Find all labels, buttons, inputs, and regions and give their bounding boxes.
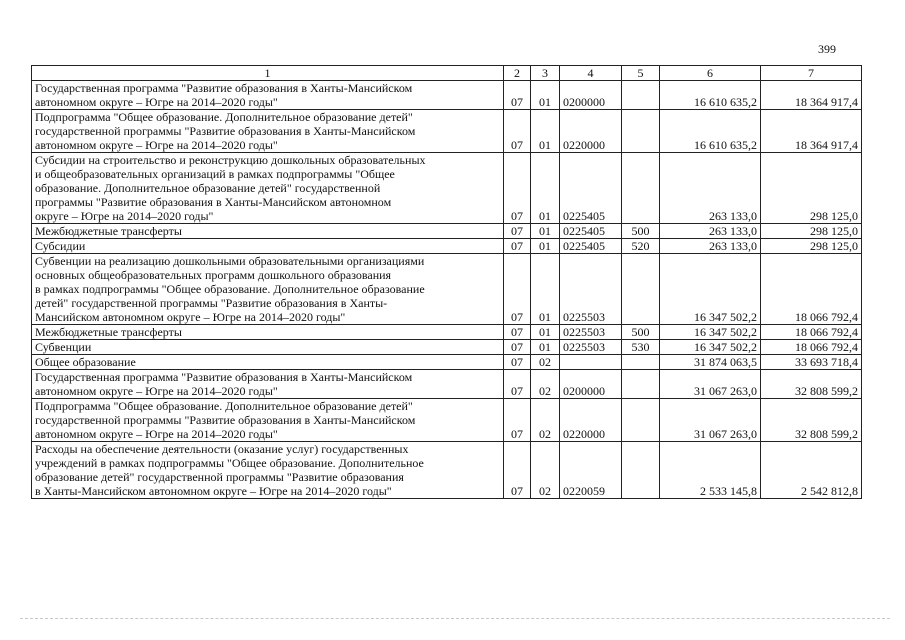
subsection-code-cell: 02 — [531, 399, 560, 442]
target-item-code-cell: 0200000 — [560, 370, 622, 399]
target-item-code-cell: 0220000 — [560, 110, 622, 153]
column-header: 2 — [504, 66, 531, 81]
amount-col6-cell: 31 067 263,0 — [660, 399, 761, 442]
column-number-row — [32, 66, 862, 81]
subsection-code-cell: 01 — [531, 110, 560, 153]
section-code-cell: 07 — [504, 239, 531, 254]
subsection-code-cell: 01 — [531, 340, 560, 355]
section-code-cell: 07 — [504, 254, 531, 325]
row-name-cell: Государственная программа "Развитие образования в Ханты-Мансийском автономном округе – Югре на 2014–2020 годы" — [32, 81, 504, 110]
section-code-cell: 07 — [504, 399, 531, 442]
amount-col6-cell: 31 874 063,5 — [660, 355, 761, 370]
amount-col6-cell: 263 133,0 — [660, 224, 761, 239]
table-row — [32, 442, 862, 499]
column-header: 3 — [531, 66, 560, 81]
section-code-cell: 07 — [504, 81, 531, 110]
amount-col7-cell: 298 125,0 — [761, 224, 862, 239]
row-name-cell: Расходы на обеспечение деятельности (оказание услуг) государственных учреждений в рамках подпрограммы "Общее образование. Дополнительное образование детей" государственной программы "Развитие образования в Ханты-Мансийском автономном округе – Югре на 2014–2020 годы" — [32, 442, 504, 499]
row-name-cell: Общее образование — [32, 355, 504, 370]
target-item-code-cell: 0225405 — [560, 239, 622, 254]
table-body — [32, 81, 862, 499]
target-item-code-cell: 0225503 — [560, 254, 622, 325]
row-name-cell: Межбюджетные трансферты — [32, 224, 504, 239]
expense-type-code-cell — [622, 153, 660, 224]
amount-col7-cell: 18 364 917,4 — [761, 110, 862, 153]
subsection-code-cell: 01 — [531, 81, 560, 110]
subsection-code-cell: 02 — [531, 355, 560, 370]
amount-col6-cell: 16 347 502,2 — [660, 254, 761, 325]
table-row — [32, 153, 862, 224]
row-name-cell: Подпрограмма "Общее образование. Дополнительное образование детей" государственной программы "Развитие образования в Ханты-Мансийском автономном округе – Югре на 2014–2020 годы" — [32, 399, 504, 442]
amount-col6-cell: 16 610 635,2 — [660, 110, 761, 153]
amount-col7-cell: 298 125,0 — [761, 153, 862, 224]
amount-col6-cell: 2 533 145,8 — [660, 442, 761, 499]
row-name-cell: Субсидии на строительство и реконструкцию дошкольных образовательных и общеобразовательных организаций в рамках подпрограммы "Общее образование. Дополнительное образование детей" государственной программы "Развитие образования в Ханты-Мансийском автономном округе – Югре на 2014–2020 годы" — [32, 153, 504, 224]
table-row — [32, 254, 862, 325]
amount-col7-cell: 18 066 792,4 — [761, 325, 862, 340]
subsection-code-cell: 01 — [531, 224, 560, 239]
subsection-code-cell: 01 — [531, 239, 560, 254]
expense-type-code-cell: 530 — [622, 340, 660, 355]
amount-col6-cell: 16 347 502,2 — [660, 340, 761, 355]
expense-type-code-cell: 520 — [622, 239, 660, 254]
budget-table — [31, 65, 862, 499]
expense-type-code-cell — [622, 355, 660, 370]
target-item-code-cell: 0225503 — [560, 340, 622, 355]
target-item-code-cell: 0220059 — [560, 442, 622, 499]
table-row — [32, 325, 862, 340]
expense-type-code-cell — [622, 442, 660, 499]
row-name-cell: Подпрограмма "Общее образование. Дополнительное образование детей" государственной программы "Развитие образования в Ханты-Мансийском автономном округе – Югре на 2014–2020 годы" — [32, 110, 504, 153]
subsection-code-cell: 02 — [531, 370, 560, 399]
target-item-code-cell — [560, 355, 622, 370]
amount-col6-cell: 16 610 635,2 — [660, 81, 761, 110]
expense-type-code-cell — [622, 399, 660, 442]
table-row — [32, 81, 862, 110]
subsection-code-cell: 02 — [531, 442, 560, 499]
amount-col6-cell: 263 133,0 — [660, 239, 761, 254]
table-row — [32, 239, 862, 254]
subsection-code-cell: 01 — [531, 153, 560, 224]
section-code-cell: 07 — [504, 370, 531, 399]
target-item-code-cell: 0225405 — [560, 153, 622, 224]
column-header: 4 — [560, 66, 622, 81]
section-code-cell: 07 — [504, 355, 531, 370]
table-row — [32, 399, 862, 442]
amount-col7-cell: 33 693 718,4 — [761, 355, 862, 370]
subsection-code-cell: 01 — [531, 254, 560, 325]
column-header: 1 — [32, 66, 504, 81]
amount-col7-cell: 18 066 792,4 — [761, 340, 862, 355]
target-item-code-cell: 0225503 — [560, 325, 622, 340]
page-number: 399 — [818, 42, 836, 56]
section-code-cell: 07 — [504, 442, 531, 499]
amount-col7-cell: 18 364 917,4 — [761, 81, 862, 110]
section-code-cell: 07 — [504, 110, 531, 153]
table-row — [32, 355, 862, 370]
amount-col7-cell: 32 808 599,2 — [761, 399, 862, 442]
section-code-cell: 07 — [504, 325, 531, 340]
target-item-code-cell: 0220000 — [560, 399, 622, 442]
amount-col6-cell: 16 347 502,2 — [660, 325, 761, 340]
table-row — [32, 224, 862, 239]
expense-type-code-cell: 500 — [622, 224, 660, 239]
amount-col7-cell: 18 066 792,4 — [761, 254, 862, 325]
amount-col6-cell: 263 133,0 — [660, 153, 761, 224]
row-name-cell: Государственная программа "Развитие образования в Ханты-Мансийском автономном округе – Югре на 2014–2020 годы" — [32, 370, 504, 399]
section-code-cell: 07 — [504, 224, 531, 239]
expense-type-code-cell: 500 — [622, 325, 660, 340]
target-item-code-cell: 0225405 — [560, 224, 622, 239]
amount-col7-cell: 2 542 812,8 — [761, 442, 862, 499]
scan-edge-line — [20, 618, 890, 619]
column-header: 5 — [622, 66, 660, 81]
row-name-cell: Межбюджетные трансферты — [32, 325, 504, 340]
section-code-cell: 07 — [504, 340, 531, 355]
expense-type-code-cell — [622, 110, 660, 153]
expense-type-code-cell — [622, 81, 660, 110]
amount-col7-cell: 298 125,0 — [761, 239, 862, 254]
section-code-cell: 07 — [504, 153, 531, 224]
amount-col7-cell: 32 808 599,2 — [761, 370, 862, 399]
row-name-cell: Субсидии — [32, 239, 504, 254]
expense-type-code-cell — [622, 370, 660, 399]
column-header: 6 — [660, 66, 761, 81]
table-row — [32, 370, 862, 399]
amount-col6-cell: 31 067 263,0 — [660, 370, 761, 399]
column-header: 7 — [761, 66, 862, 81]
table-row — [32, 110, 862, 153]
target-item-code-cell: 0200000 — [560, 81, 622, 110]
row-name-cell: Субвенции — [32, 340, 504, 355]
row-name-cell: Субвенции на реализацию дошкольными образовательными организациями основных общеобразовательных программ дошкольного образования в рамках подпрограммы "Общее образование. Дополнительное образование детей" государственной программы "Развитие образования в Ханты- Мансийском автономном округе – Югре на 2014–2020 годы" — [32, 254, 504, 325]
subsection-code-cell: 01 — [531, 325, 560, 340]
expense-type-code-cell — [622, 254, 660, 325]
table-row — [32, 340, 862, 355]
